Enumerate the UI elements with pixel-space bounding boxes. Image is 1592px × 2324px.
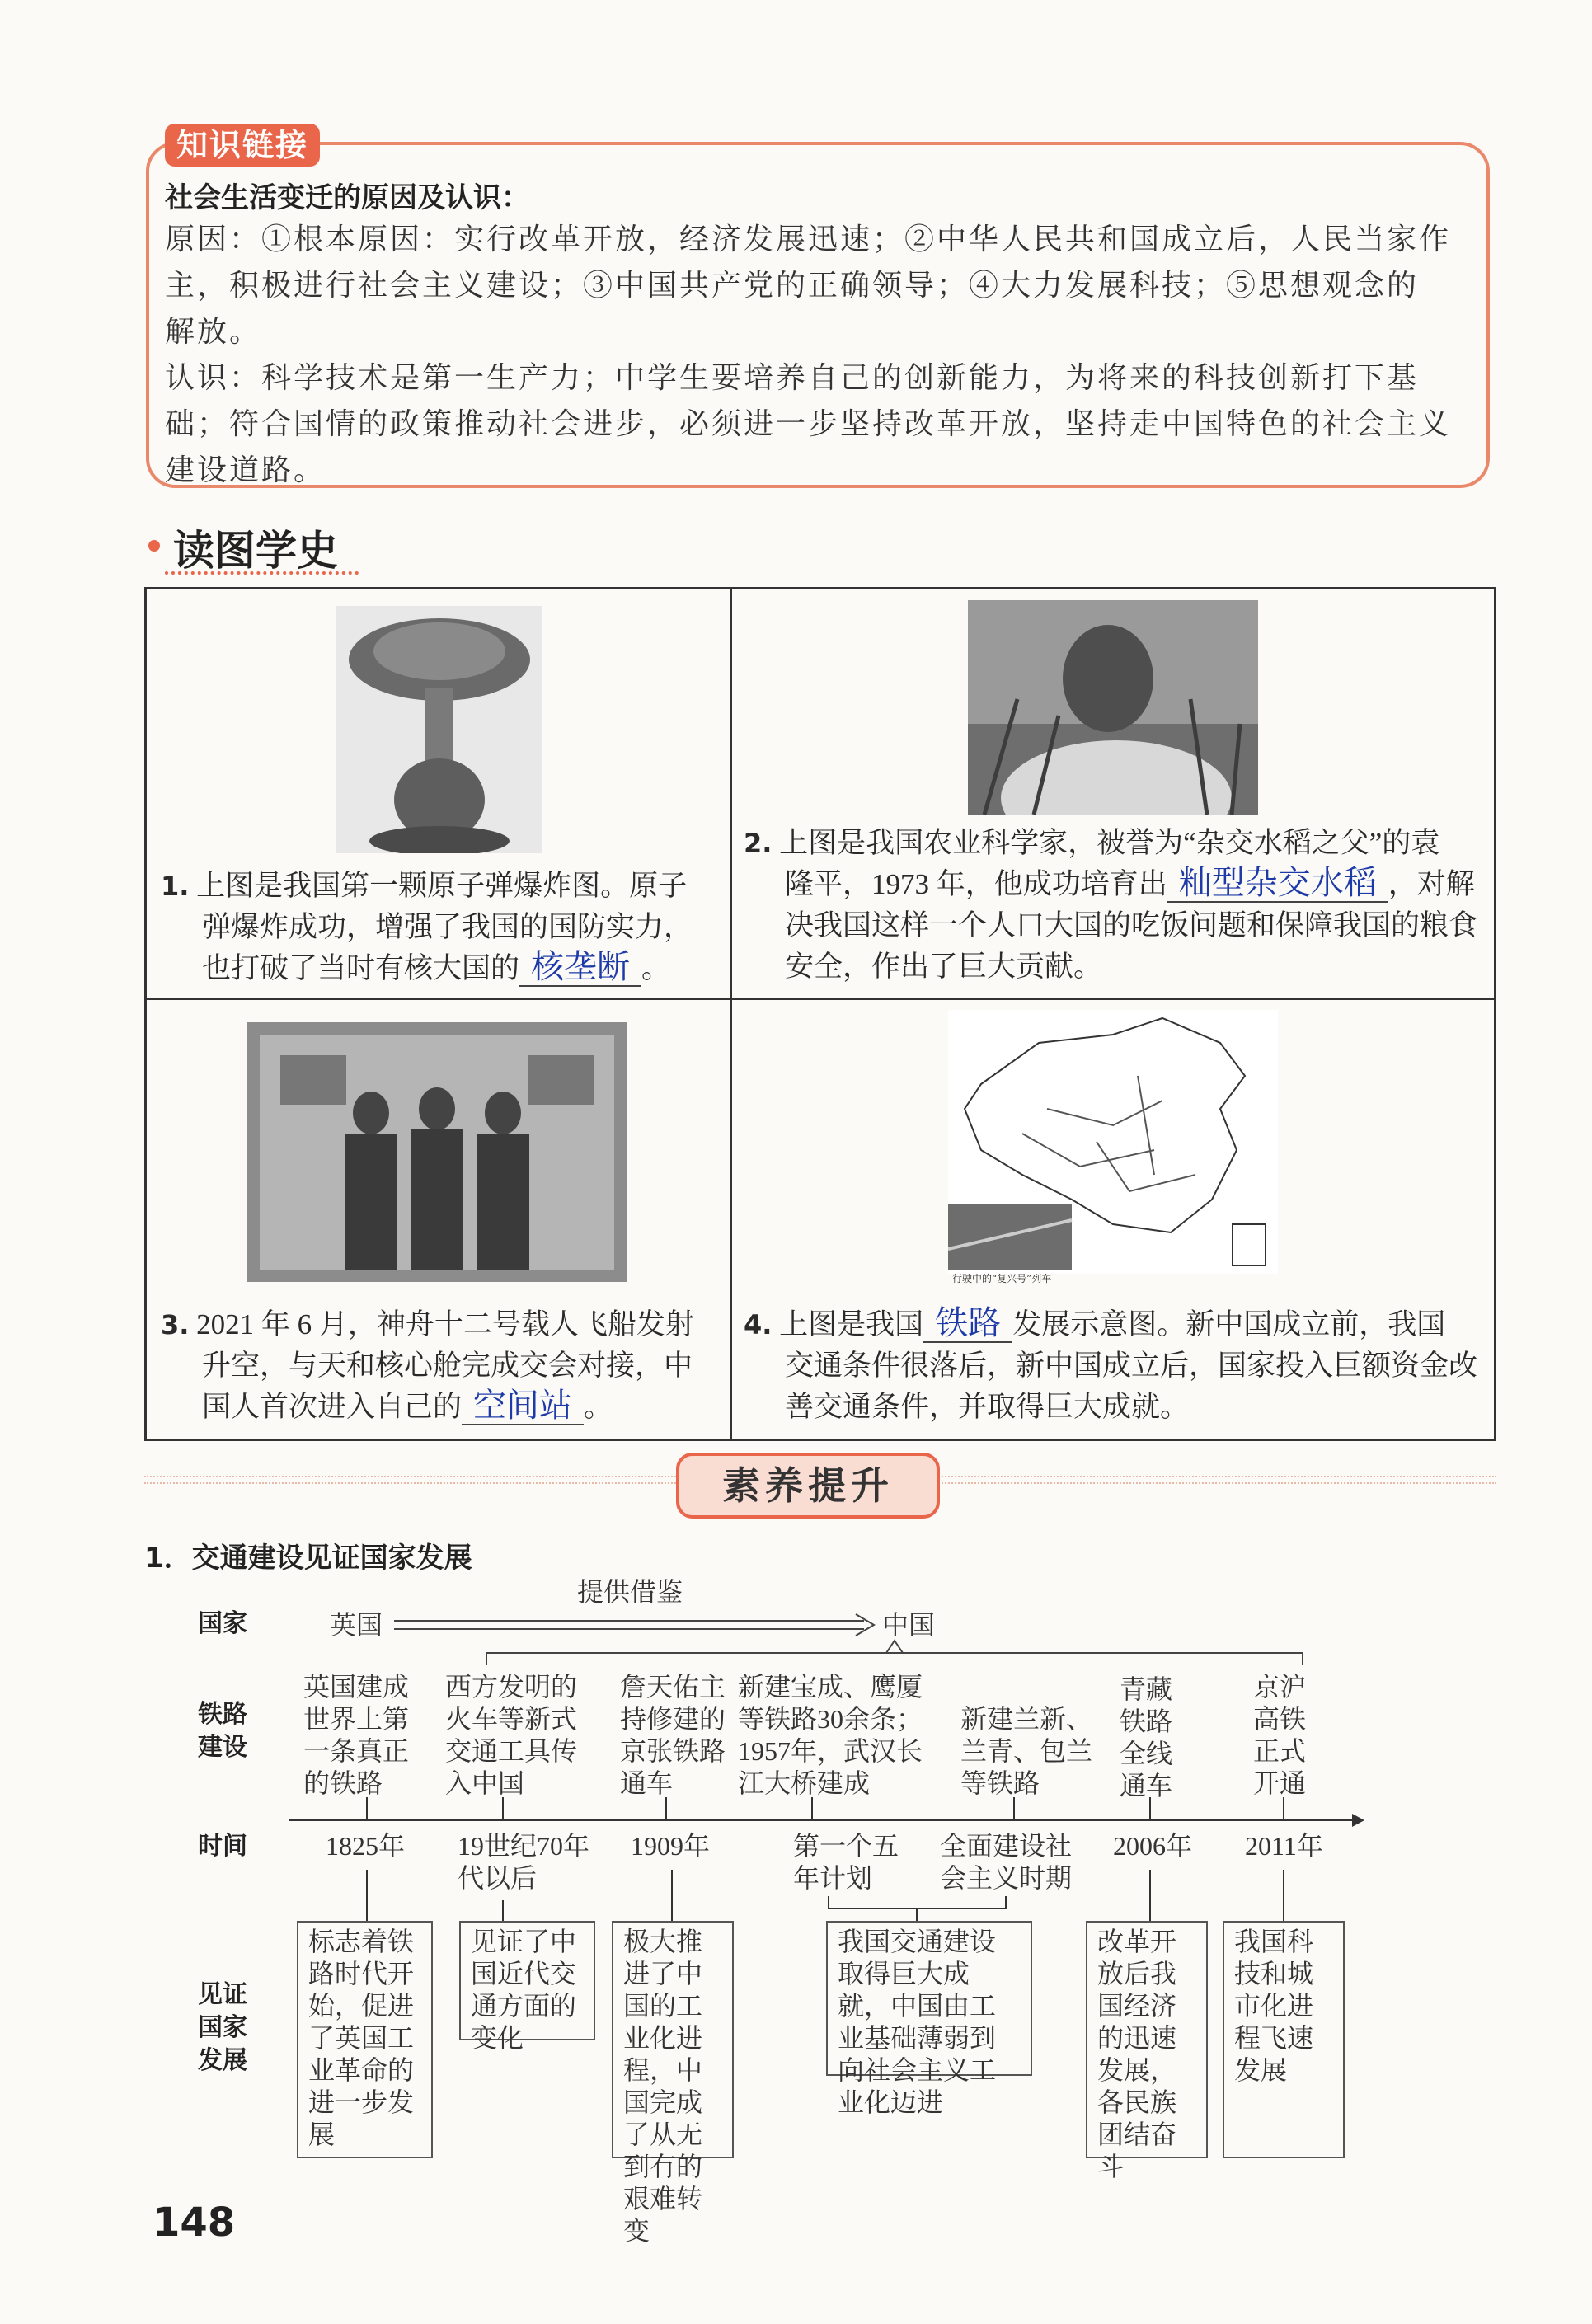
knowledge-link-tag: 知识链接 <box>165 124 320 167</box>
answer-blank: 铁路 <box>923 1305 1012 1343</box>
railway-event: 西方发明的火车等新式交通工具传入中国 <box>445 1672 578 1798</box>
railway-event: 詹天佑主持修建的京张铁路通车 <box>620 1672 726 1798</box>
railway-event: 京沪高铁正式开通 <box>1253 1672 1307 1798</box>
witness-box: 见证了中国近代交通方面的变化 <box>459 1921 595 2040</box>
map-caption: 行驶中的“复兴号”列车 <box>952 1273 1052 1284</box>
timeline-time: 2006年 <box>1113 1831 1193 1861</box>
section-title-improve: 素养提升 <box>676 1453 940 1519</box>
cell-1-text: 1. 上图是我国第一颗原子弹爆炸图。原子 弹爆炸成功，增强了我国的国防实力， 也打破了当时有核大国的 核垄断 。 <box>161 870 693 986</box>
knowledge-view-line: 础；符合国情的政策推动社会进步，必须进一步坚持改革开放，坚持走中国特色的社会主义 <box>165 407 1452 441</box>
cell-number: 3. <box>161 1309 190 1340</box>
cell-4-text: 4. 上图是我国 铁路 发展示意图。新中国成立前，我国 交通条件很落后，新中国成立后，国家投入巨额资金改 善交通条件，并取得巨大成就。 <box>744 1304 1478 1423</box>
answer-blank: 核垄断 <box>519 949 641 987</box>
timeline-time: 1825年 <box>326 1831 406 1861</box>
cell-3-text: 3. 2021 年 6 月，神舟十二号载人飞船发射 升空，与天和核心舱完成交会对接，中 国人首次进入自己的 空间站 。 <box>161 1308 694 1425</box>
cell-number: 1. <box>161 871 190 902</box>
timeline-time: 2011年 <box>1245 1831 1323 1861</box>
answer-blank: 空间站 <box>462 1387 584 1425</box>
cell-number: 4. <box>744 1309 773 1340</box>
knowledge-reason-line: 原因：①根本原因：实行改革开放，经济发展迅速；②中华人民共和国成立后，人民当家作 <box>165 223 1452 256</box>
railway-event: 新建兰新、兰青、包兰等铁路 <box>960 1704 1093 1798</box>
section-title-read: 读图学史 <box>173 527 338 575</box>
witness-box: 改革开放后我国经济的迅速发展，各民族团结奋斗 <box>1086 1921 1208 2158</box>
timeline-time: 第一个五年计划 <box>793 1831 899 1893</box>
country-arrow-label: 提供借鉴 <box>577 1577 683 1607</box>
knowledge-reason-line: 解放。 <box>165 315 262 349</box>
cell-number: 2. <box>744 828 773 859</box>
witness-box: 我国交通建设取得巨大成就，中国由工业基础薄弱到向社会主义工业化迈进 <box>826 1921 1032 2076</box>
timeline-time: 1909年 <box>631 1831 711 1861</box>
question-1-title: 1．交通建设见证国家发展 <box>144 1542 472 1575</box>
timeline-time: 全面建设社会主义时期 <box>940 1831 1073 1893</box>
country-from: 英国 <box>330 1610 383 1640</box>
country-to: 中国 <box>882 1610 936 1640</box>
witness-box: 极大推进了中国的工业化进程，中国完成了从无到有的艰难转变 <box>612 1921 734 2158</box>
railway-event: 英国建成世界上第一条真正的铁路 <box>303 1672 410 1798</box>
witness-box: 我国科技和城市化进程飞速发展 <box>1223 1921 1345 2158</box>
timeline-time: 19世纪70年代以后 <box>458 1831 590 1893</box>
knowledge-view-line: 建设道路。 <box>165 453 326 487</box>
row-label-railway: 铁路建设 <box>198 1700 247 1762</box>
railway-event: 青藏铁路全线通车 <box>1120 1674 1173 1801</box>
row-label-country: 国家 <box>198 1609 247 1638</box>
knowledge-reason-line: 主，积极进行社会主义建设；③中国共产党的正确领导；④大力发展科技；⑤思想观念的 <box>165 269 1420 303</box>
knowledge-title: 社会生活变迁的原因及认识： <box>165 181 529 214</box>
answer-blank: 籼型杂交水稻 <box>1167 865 1388 903</box>
railway-event: 新建宝成、鹰厦等铁路30余条；1957年，武汉长江大桥建成 <box>738 1672 923 1798</box>
knowledge-view-line: 认识：科学技术是第一生产力；中学生要培养自己的创新能力，为将来的科技创新打下基 <box>165 361 1420 395</box>
page-number: 148 <box>153 2200 236 2246</box>
cell-2-text: 2. 上图是我国农业科学家，被誉为“杂交水稻之父”的袁 隆平，1973 年，他成功培育出 籼型杂交水稻 ，对解 决我国这样一个人口大国的吃饭问题和保障我国的粮食 安全，作出了巨大贡献。 <box>744 827 1478 983</box>
witness-box: 标志着铁路时代开始，促进了英国工业革命的进一步发展 <box>297 1921 433 2158</box>
row-label-time: 时间 <box>198 1832 247 1861</box>
row-label-witness: 见证国家发展 <box>198 1980 247 2075</box>
